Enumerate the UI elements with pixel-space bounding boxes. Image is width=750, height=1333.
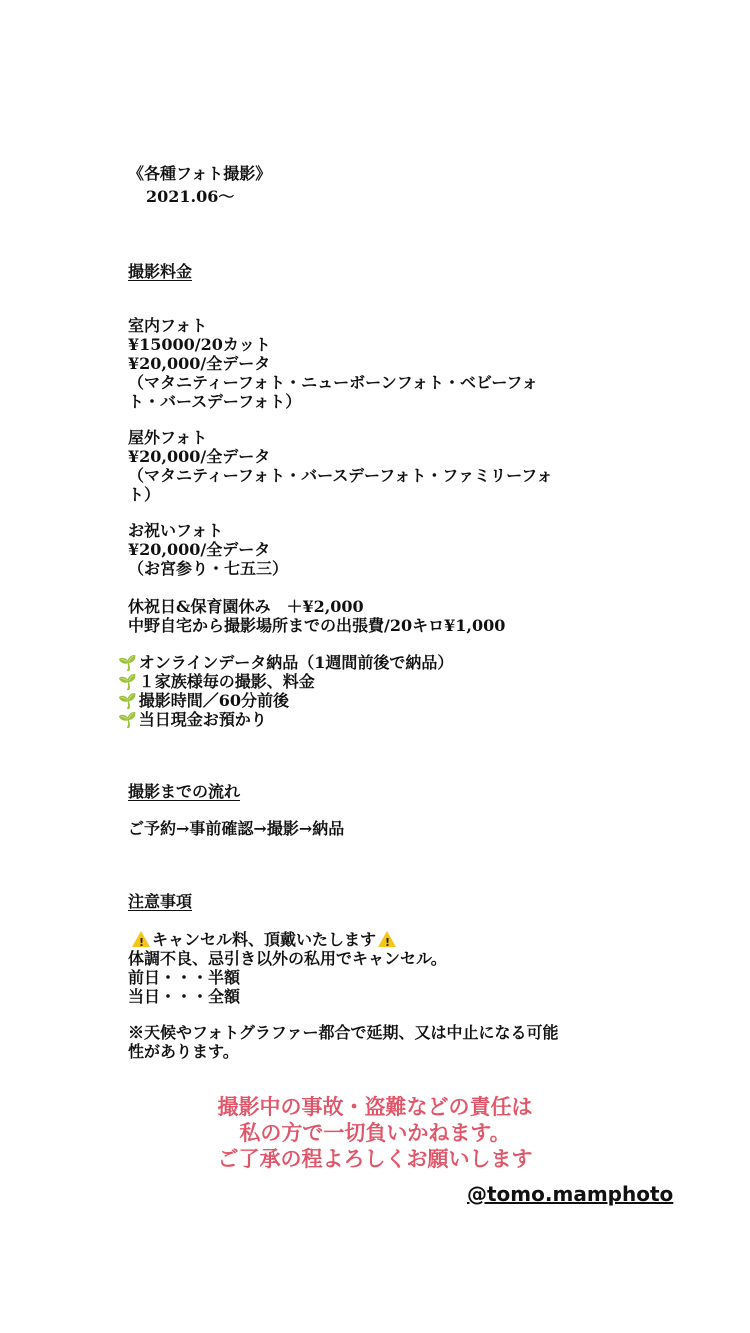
indoor-price-all: ¥20,000/全データ: [128, 354, 271, 373]
warning-icon: [132, 931, 150, 947]
sprout-icon: 🌱: [118, 673, 137, 691]
sprout-icon: 🌱: [118, 654, 137, 672]
note-item: 🌱 １家族様毎の撮影、料金: [118, 672, 315, 691]
outdoor-price: ¥20,000/全データ: [128, 447, 271, 466]
outdoor-types-line2: ト）: [128, 485, 161, 504]
sprout-icon: 🌱: [118, 692, 137, 710]
doc-date: 2021.06〜: [146, 187, 235, 206]
cancel-same-day: 当日・・・全額: [128, 987, 241, 1006]
disclaimer-line1: 撮影中の事故・盗難などの責任は: [217, 1094, 533, 1119]
note-item: 🌱 オンラインデータ納品（1週間前後で納品）: [118, 653, 454, 672]
weather-note-line1: ※天候やフォトグラファー都合で延期、又は中止になる可能: [128, 1023, 559, 1042]
weather-note-line2: 性があります。: [128, 1042, 239, 1061]
indoor-types-line1: （マタニティーフォト・ニューボーンフォト・ベビーフォ: [128, 373, 538, 392]
caution-heading: 注意事項: [128, 892, 193, 911]
indoor-types-line2: ト・バースデーフォト）: [128, 392, 302, 411]
account-handle: @tomo.mamphoto: [467, 1182, 674, 1206]
travel-fee: 中野自宅から撮影場所までの出張費/20キロ¥1,000: [128, 616, 506, 635]
holiday-fee: 休祝日&保育園休み ＋¥2,000: [128, 597, 364, 616]
sprout-icon: 🌱: [118, 711, 137, 729]
disclaimer-line3: ご了承の程よろしくお願いします: [217, 1146, 533, 1171]
flow-steps: ご予約→事前確認→撮影→納品: [128, 819, 345, 838]
outdoor-name: 屋外フォト: [128, 428, 208, 447]
celebration-price: ¥20,000/全データ: [128, 540, 271, 559]
disclaimer-line2: 私の方で一切負いかねます。: [239, 1120, 511, 1145]
celebration-name: お祝いフォト: [128, 521, 224, 540]
indoor-name: 室内フォト: [128, 316, 208, 335]
warning-icon: [378, 931, 396, 947]
cancel-day-before: 前日・・・半額: [128, 968, 241, 987]
cancel-fee-notice: !キャンセル料、頂戴いたします!: [130, 930, 398, 949]
note-item: 🌱 撮影時間／60分前後: [118, 691, 289, 710]
flow-heading: 撮影までの流れ: [128, 782, 241, 801]
cancel-condition: 体調不良、忌引き以外の私用でキャンセル。: [128, 949, 447, 968]
celebration-types: （お宮参り・七五三）: [128, 559, 289, 578]
indoor-price-cuts: ¥15000/20カット: [128, 335, 271, 354]
doc-title: 《各種フォト撮影》: [128, 164, 272, 183]
outdoor-types-line1: （マタニティーフォト・バースデーフォト・ファミリーフォ: [128, 466, 553, 485]
note-item: 🌱 当日現金お預かり: [118, 710, 267, 729]
pricing-heading: 撮影料金: [128, 262, 193, 281]
